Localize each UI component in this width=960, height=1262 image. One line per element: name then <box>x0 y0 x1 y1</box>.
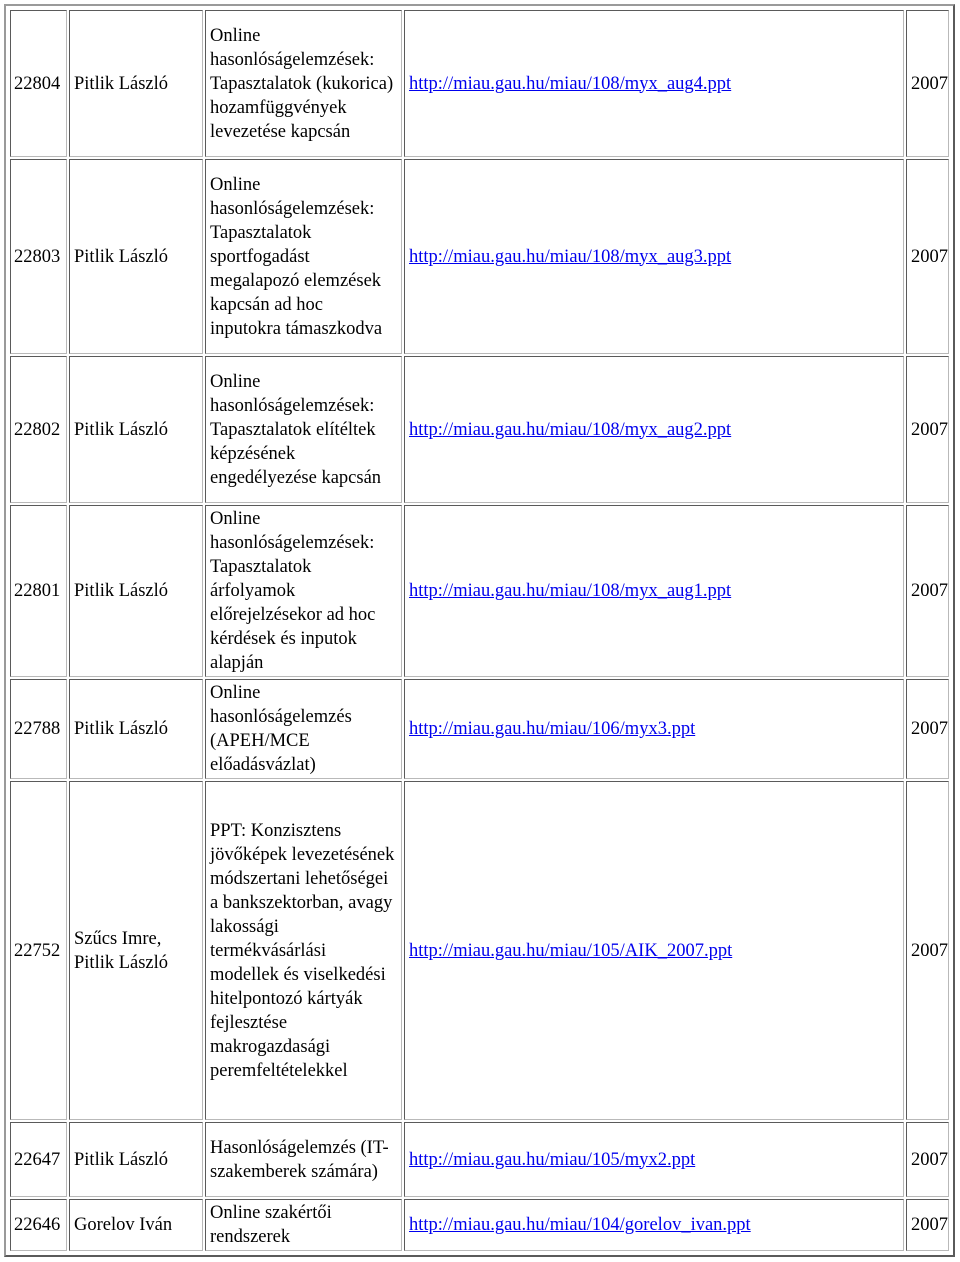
publication-title: Hasonlóságelemzés (IT-szakemberek számára) <box>205 1122 402 1197</box>
publication-link-cell <box>404 1122 904 1197</box>
publication-id: 22788 <box>10 679 67 779</box>
publication-title: Online hasonlóságelemzések: Tapasztalatok árfolyamok előrejelzésekor ad hoc kérdések és inputok alapján <box>205 505 402 677</box>
publication-author: Pitlik László <box>69 10 203 157</box>
publication-id: 22647 <box>10 1122 67 1197</box>
publication-title: Online hasonlóságelemzések: Tapasztalatok elítéltek képzésének engedélyezése kapcsán <box>205 356 402 503</box>
publication-id: 22802 <box>10 356 67 503</box>
publication-id: 22803 <box>10 159 67 354</box>
table-row <box>10 1199 949 1251</box>
publication-link[interactable]: http://miau.gau.hu/miau/106/myx3.ppt <box>409 719 696 739</box>
publication-year: 2007 <box>906 159 949 354</box>
table-row <box>10 505 949 677</box>
publication-link-cell <box>404 356 904 503</box>
publication-link[interactable]: http://miau.gau.hu/miau/108/myx_aug3.ppt <box>409 246 732 267</box>
publication-author: Pitlik László <box>69 356 203 503</box>
publication-id: 22801 <box>10 505 67 677</box>
publication-link[interactable]: http://miau.gau.hu/miau/108/myx_aug4.ppt <box>409 73 732 94</box>
publication-link[interactable]: http://miau.gau.hu/miau/105/myx2.ppt <box>409 1149 696 1170</box>
publication-link[interactable]: http://miau.gau.hu/miau/108/myx_aug2.ppt <box>409 419 732 440</box>
publication-year: 2007 <box>906 505 949 677</box>
publication-link-cell <box>404 679 904 779</box>
table-row <box>10 10 949 157</box>
publication-id: 22752 <box>10 781 67 1120</box>
publication-year: 2007 <box>906 1199 949 1251</box>
publication-title: Online hasonlóságelemzések: Tapasztalatok (kukorica) hozamfüggvények levezetése kapcsán <box>205 10 402 157</box>
publication-link[interactable]: http://miau.gau.hu/miau/108/myx_aug1.ppt <box>409 581 732 601</box>
table-row <box>10 159 949 354</box>
publication-year: 2007 <box>906 781 949 1120</box>
publications-table-frame <box>4 4 955 1257</box>
publication-author: Szűcs Imre, Pitlik László <box>69 781 203 1120</box>
table-row <box>10 781 949 1120</box>
publication-link-cell <box>404 1199 904 1251</box>
publication-year: 2007 <box>906 10 949 157</box>
publication-title: PPT: Konzisztens jövőképek levezetésének módszertani lehetőségei a bankszektorban, avagy lakossági termékvásárlási modellek és viselkedési hitelpontozó kártyák fejlesztése makrogazdasági peremfeltételekkel <box>205 781 402 1120</box>
table-row <box>10 1122 949 1197</box>
publication-title: Online szakértői rendszerek <box>205 1199 402 1251</box>
publication-author: Pitlik László <box>69 679 203 779</box>
publication-author: Gorelov Iván <box>69 1199 203 1251</box>
table-row <box>10 679 949 779</box>
publication-year: 2007 <box>906 356 949 503</box>
table-row <box>10 356 949 503</box>
publication-year: 2007 <box>906 679 949 779</box>
publication-author: Pitlik László <box>69 505 203 677</box>
publication-link[interactable]: http://miau.gau.hu/miau/104/gorelov_ivan.ppt <box>409 1215 751 1235</box>
publications-table <box>8 8 951 1253</box>
publication-year: 2007 <box>906 1122 949 1197</box>
publication-title: Online hasonlóságelemzés (APEH/MCE előadásvázlat) <box>205 679 402 779</box>
publication-link-cell <box>404 781 904 1120</box>
publication-title: Online hasonlóságelemzések: Tapasztalatok sportfogadást megalapozó elemzések kapcsán ad hoc inputokra támaszkodva <box>205 159 402 354</box>
publication-link-cell <box>404 159 904 354</box>
publication-author: Pitlik László <box>69 1122 203 1197</box>
publication-link-cell <box>404 505 904 677</box>
publication-link[interactable]: http://miau.gau.hu/miau/105/AIK_2007.ppt <box>409 940 733 961</box>
publication-link-cell <box>404 10 904 157</box>
publications-table-body <box>10 10 949 1251</box>
publication-author: Pitlik László <box>69 159 203 354</box>
publication-id: 22804 <box>10 10 67 157</box>
publication-id: 22646 <box>10 1199 67 1251</box>
